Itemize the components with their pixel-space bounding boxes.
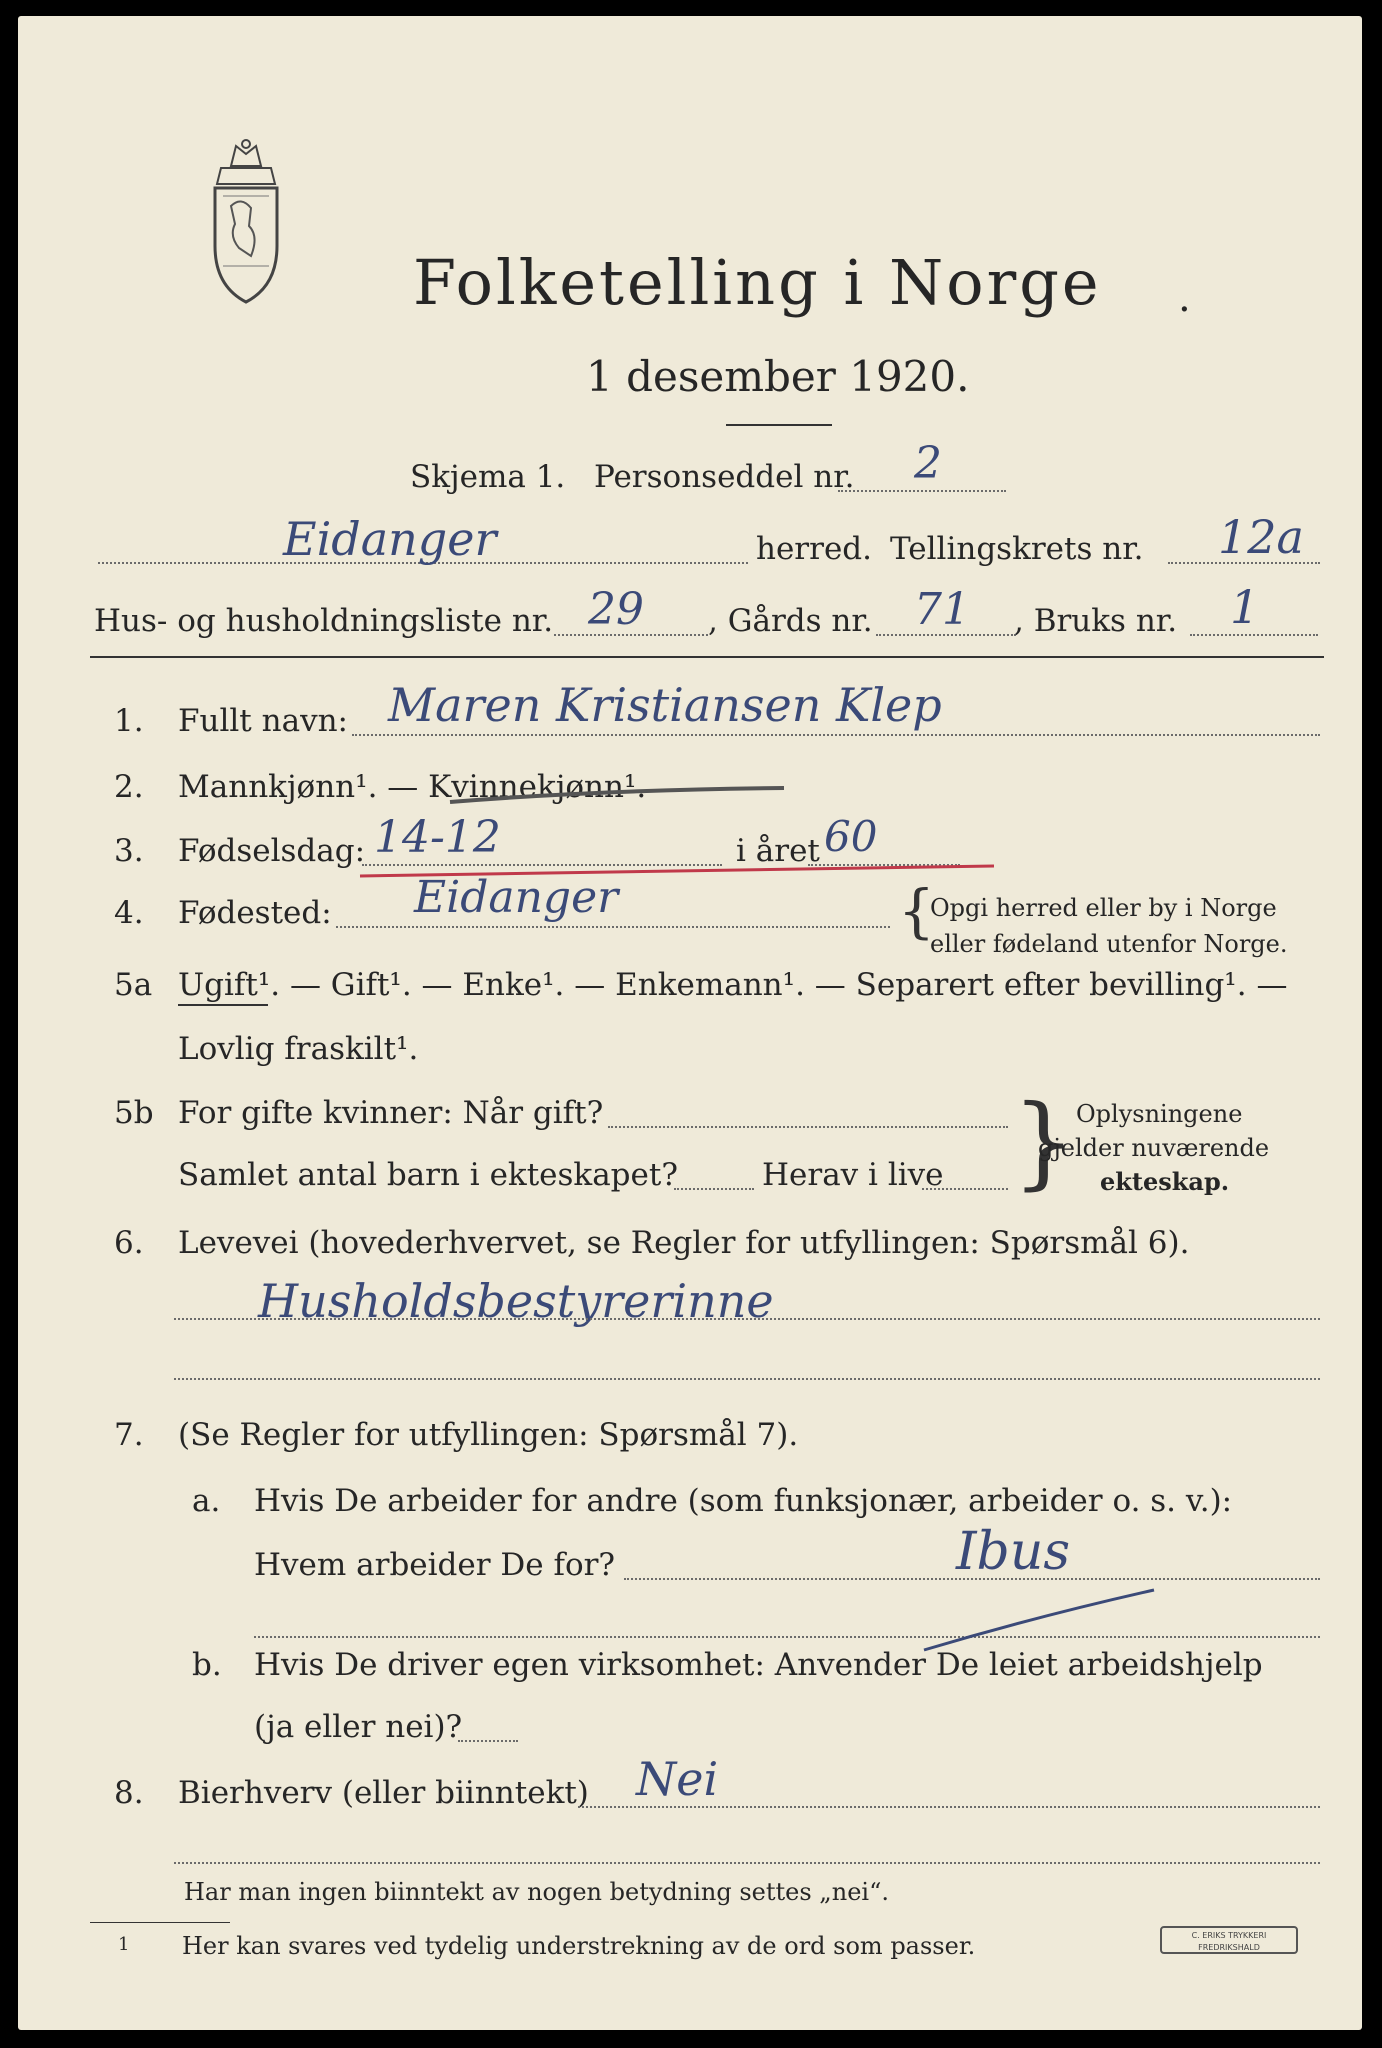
q5a-label: Ugift¹. — Gift¹. — Enke¹. — Enkemann¹. — Separert efter bevilling¹. — (178, 967, 1288, 1003)
gards-value: 71 (914, 584, 970, 635)
gards-label: , Gårds nr. (708, 603, 873, 639)
q5a-ugift-underline (178, 1004, 268, 1006)
q7-label: (Se Regler for utfyllingen: Spørsmål 7). (178, 1417, 799, 1453)
q7a-label-2: Hvem arbeider De for? (254, 1547, 616, 1583)
census-form-page (18, 16, 1362, 2030)
q1-value: Maren Kristiansen Klep (388, 678, 942, 732)
q5b-alive-line (922, 1188, 1008, 1190)
q3-value: 14-12 (374, 812, 501, 863)
q3-year-label: i året (736, 833, 820, 869)
q4-note-brace: { (898, 877, 935, 945)
q5b-number: 5b (114, 1095, 154, 1131)
q5b-children-line (674, 1188, 754, 1190)
q8-line-2 (174, 1862, 1320, 1864)
q7b-letter: b. (192, 1647, 222, 1683)
q1-label: Fullt navn: (178, 703, 348, 739)
bruks-label: , Bruks nr. (1014, 603, 1178, 639)
q5b-note-line2: gjelder nuværende (1038, 1134, 1270, 1162)
q7a-strike-line (918, 1586, 1158, 1656)
herred-value: Eidanger (283, 512, 497, 566)
title-divider (726, 424, 832, 426)
q3-year-value: 60 (824, 812, 878, 861)
q7a-letter: a. (192, 1483, 221, 1519)
q7a-line-2 (254, 1636, 1320, 1638)
bruks-value: 1 (1230, 580, 1260, 634)
printer-stamp-text: C. ERIKS TRYKKERI FREDRIKSHALD (1191, 1931, 1267, 1952)
tellingskrets-label: Tellingskrets nr. (890, 531, 1144, 567)
q5b-alive-label: Herav i live (762, 1157, 944, 1193)
q4-value: Eidanger (414, 872, 619, 923)
footer-divider (90, 1922, 230, 1923)
q4-label: Fødested: (178, 895, 332, 931)
personseddel-value: 2 (914, 438, 942, 489)
q8-value: Nei (636, 1752, 719, 1806)
q4-note-line2: eller fødeland utenfor Norge. (930, 930, 1288, 958)
q5b-note-line3: ekteskap. (1100, 1167, 1230, 1196)
q1-number: 1. (114, 703, 144, 739)
husliste-label: Hus- og husholdningsliste nr. (94, 603, 554, 639)
q6-number: 6. (114, 1225, 144, 1261)
q5b-note-line1: Oplysningene (1076, 1100, 1243, 1128)
skjema-label: Skjema 1. (410, 459, 566, 495)
title-period: . (1178, 275, 1191, 321)
q7b-line (458, 1740, 518, 1742)
q6-label: Levevei (hovederhvervet, se Regler for utfyllingen: Spørsmål 6). (178, 1225, 1190, 1261)
q2-label: Mannkjønn¹. — Kvinnekjønn¹. (178, 769, 647, 805)
personseddel-line (838, 490, 1006, 492)
q1-line (352, 734, 1320, 736)
footer-note: Har man ingen biinntekt av nogen betydning settes „nei“. (184, 1878, 889, 1906)
q3-number: 3. (114, 833, 144, 869)
census-date: 1 desember 1920. (586, 352, 970, 401)
q6-line-1 (174, 1318, 1320, 1320)
q5b-children-label: Samlet antal barn i ekteskapet? (178, 1157, 678, 1193)
form-title: Folketelling i Norge (413, 246, 1102, 319)
header-divider (90, 656, 1324, 658)
bruks-line (1190, 634, 1318, 636)
herred-label: herred. (756, 531, 872, 567)
coat-of-arms-icon (201, 136, 291, 306)
husliste-value: 29 (588, 584, 644, 635)
q5a-label-2: Lovlig fraskilt¹. (178, 1031, 419, 1067)
q2-strikethrough (448, 784, 788, 806)
q5b-label: For gifte kvinner: Når gift? (178, 1095, 604, 1131)
q5a-number: 5a (114, 967, 153, 1003)
q2-number: 2. (114, 769, 144, 805)
q7a-label: Hvis De arbeider for andre (som funksjonær, arbeider o. s. v.): (254, 1483, 1233, 1519)
q6-line-2 (174, 1378, 1320, 1380)
personseddel-label: Personseddel nr. (594, 459, 855, 495)
q7b-label: Hvis De driver egen virksomhet: Anvender De leiet arbeidshjelp (254, 1647, 1263, 1683)
q8-line (578, 1806, 1320, 1808)
tellingskrets-value: 12a (1218, 510, 1304, 564)
q5b-note-brace: } (1012, 1083, 1076, 1200)
q5b-married-line (608, 1126, 1008, 1128)
q7-number: 7. (114, 1417, 144, 1453)
q3-label: Fødselsdag: (178, 833, 366, 869)
q8-number: 8. (114, 1775, 144, 1811)
q8-label: Bierhverv (eller biinntekt) (178, 1775, 589, 1811)
footnote-text: Her kan svares ved tydelig understrekning av de ord som passer. (182, 1932, 976, 1960)
footnote-mark: 1 (118, 1934, 130, 1955)
q4-number: 4. (114, 895, 144, 931)
q7b-label-2: (ja eller nei)? (254, 1709, 463, 1745)
printer-stamp (1160, 1926, 1298, 1954)
q7a-value: Ibus (956, 1522, 1071, 1582)
q4-note-line1: Opgi herred eller by i Norge (930, 894, 1277, 922)
q4-line (336, 926, 890, 928)
q6-value: Husholdsbestyrerinne (258, 1274, 774, 1328)
